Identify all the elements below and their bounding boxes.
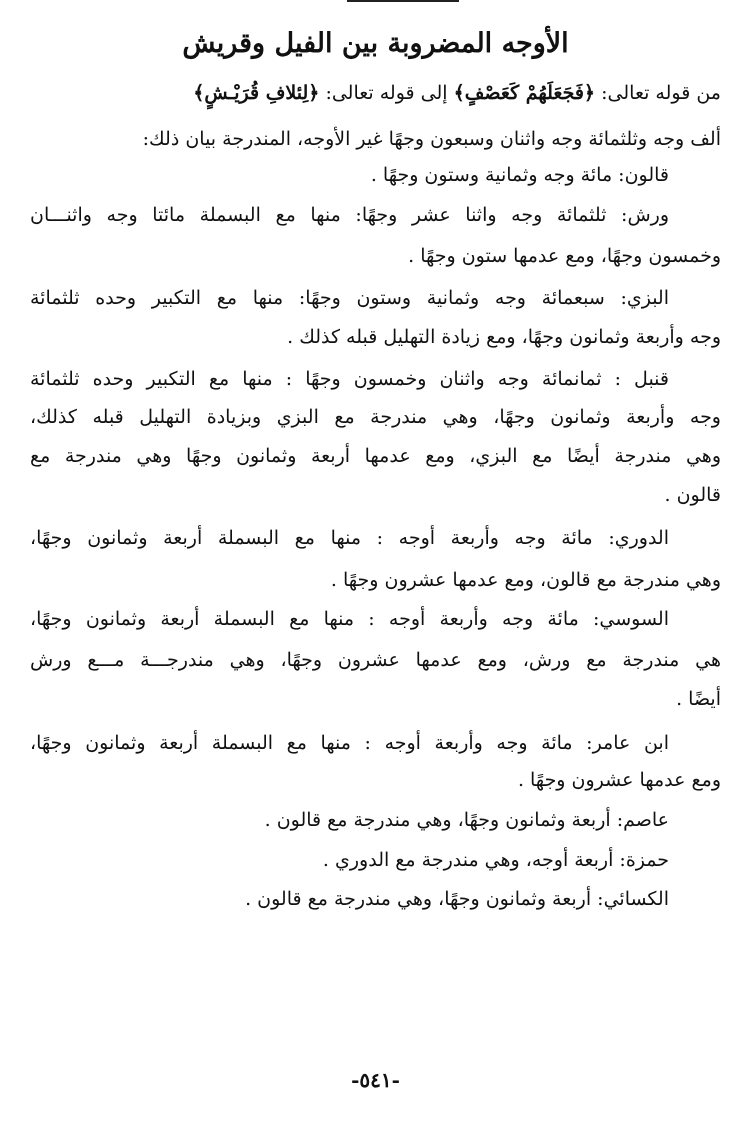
text-line: عاصم: أربعة وثمانون وجهًا، وهي مندرجة مع قالون . — [264, 809, 669, 831]
text-line: ابن عامر: مائة وجه وأربعة أوجه : منها مع البسملة أربعة وثمانون وجهًا، — [30, 732, 669, 754]
text-line: وجه وأربعة وثمانون وجهًا، ومع زيادة التهليل قبله كذلك . — [287, 326, 721, 348]
ayah-end: ﴿لِئلافِ قُرَيْـشٍ﴾ — [193, 82, 320, 104]
intro-middle: إلى قوله تعالى: — [325, 82, 448, 104]
text-line: ومع عدمها عشرون وجهًا . — [517, 769, 721, 791]
text-line: حمزة: أربعة أوجه، وهي مندرجة مع الدوري . — [322, 849, 669, 871]
text-line: ألف وجه وثلثمائة وجه واثنان وسبعون وجهًا غير الأوجه، المندرجة بيان ذلك: — [142, 128, 721, 150]
text-line: الدوري: مائة وجه وأربعة أوجه : منها مع البسملة أربعة وثمانون وجهًا، — [30, 527, 669, 549]
ayah-start: ﴿فَجَعَلَهُمْ كَعَصْفٍ﴾ — [453, 82, 596, 104]
text-line: قالون: مائة وجه وثمانية وستون وجهًا . — [370, 164, 669, 186]
text-line: وجه وأربعة وثمانون وجهًا، وهي مندرجة مع البزي وبزيادة التهليل قبله كذلك، — [30, 406, 721, 428]
text-line: وهي مندرجة مع قالون، ومع عدمها عشرون وجهًا . — [330, 569, 721, 591]
text-line: قالون . — [664, 484, 721, 506]
intro-line — [30, 78, 721, 108]
text-line: البزي: سبعمائة وجه وثمانية وستون وجهًا: منها مع التكبير وحده ثلثمائة — [30, 287, 669, 309]
text-line: وخمسون وجهًا، ومع عدمها ستون وجهًا . — [408, 245, 721, 267]
page-title: الأوجه المضروبة بين الفيل وقريش — [182, 28, 569, 59]
text-line: أيضًا . — [676, 688, 721, 710]
page-number: -٥٤١- — [351, 1068, 400, 1092]
text-line: الكسائي: أربعة وثمانون وجهًا، وهي مندرجة مع قالون . — [245, 888, 669, 910]
intro-prefix: من قوله تعالى: — [601, 82, 721, 104]
text-line: هي مندرجة مع ورش، ومع عدمها عشرون وجهًا، وهي مندرجـــة مـــع ورش — [30, 649, 721, 671]
text-line: ورش: ثلثمائة وجه واثنا عشر وجهًا: منها مع البسملة مائتا وجه واثنـــان — [30, 204, 669, 226]
text-line: وهي مندرجة أيضًا مع البزي، ومع عدمها أربعة وثمانون وجهًا وهي مندرجة مع — [30, 445, 721, 467]
text-line: قنبل : ثمانمائة وجه واثنان وخمسون وجهًا : منها مع التكبير وحده ثلثمائة — [30, 368, 669, 390]
text-line: السوسي: مائة وجه وأربعة أوجه : منها مع البسملة أربعة وثمانون وجهًا، — [30, 608, 669, 630]
